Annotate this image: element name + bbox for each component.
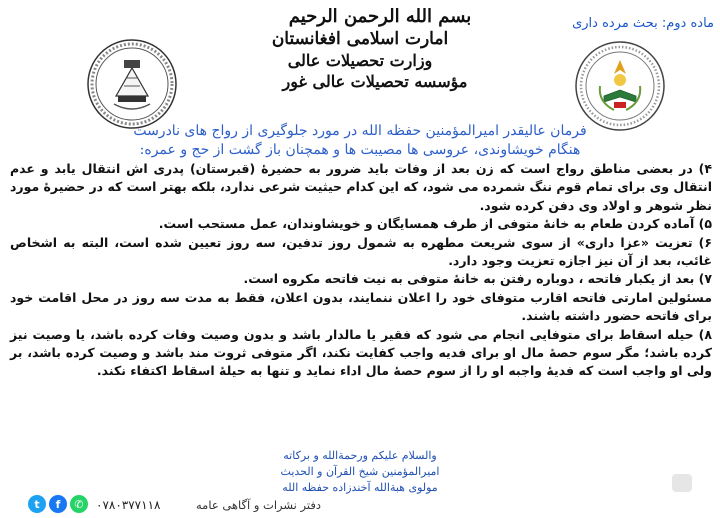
ministry-name: وزارت تحصیلات عالی <box>287 51 433 70</box>
basmala: بسم الله الرحمن الرحیم <box>288 6 472 27</box>
social-icons <box>28 495 88 513</box>
contact-phone: ۰۷۸۰۳۷۷۱۱۸ <box>96 498 161 512</box>
institute-name: مؤسسه تحصیلات عالی غور <box>282 72 468 91</box>
paragraph-5: ۵) آماده کردن طعام به خانهٔ متوفی از طرف همسایگان و خویشاوندان، عمل مستحب است. <box>158 216 712 232</box>
paragraph-6: ۶) تعزیت «عزا داری» از سوی شریعت مطهره به شمول روز تدفین، سه روز تعیین شده است، البته به اشخاص غائب، بعد از آن نیز اجازه تعزیت وجود دارد. <box>10 234 712 269</box>
letter-header <box>180 6 540 92</box>
twitter-icon[interactable]: t <box>28 495 46 513</box>
footer-bar <box>0 492 720 518</box>
signatory-title: امیرالمؤمنین شیخ القرآن و الحدیث <box>280 465 440 478</box>
decree-title-line-2: هنگام خویشاوندی، عروسی ها مصیبت ها و همچنان باز گشت از حج و عمره: <box>139 142 581 158</box>
paragraph-7-officials: مسئولین امارتی فاتحه اقارب متوفای خود را اعلان ننمایند، بدون اعلان، فقط به مدت سه روز در محل اقامت خود برای فاتحه حضور داشته باشند. <box>10 289 712 324</box>
decree-title-line-1: فرمان عالیقدر امیرالمؤمنین حفظه الله در مورد جلوگیری از رواج های نادرست <box>133 123 587 139</box>
article-label: ماده دوم: بحث مرده داری <box>572 16 714 31</box>
emirate-name: امارت اسلامی افغانستان <box>271 29 449 49</box>
whatsapp-icon[interactable]: ✆ <box>70 495 88 513</box>
decree-body <box>10 160 712 381</box>
closing-signature <box>160 448 560 496</box>
paragraph-4: ۴) در بعضی مناطق رواج است که زن بعد از وفات باید ضرور به حضیرهٔ (قبرستان) پدری اش انتقال یابد و عدم انتقال وی برای تمام قوم ننگ شمرده می شود، که این کدام حیثیت شرعی ندارد، بلکه بهتر است که در حضیرهٔ مورد نظر شوهر و اولاد وی دفن کرده شود. <box>10 161 712 213</box>
paragraph-8: ۸) حیله اسقاط برای متوفایی انجام می شود که فقیر یا مالدار باشد و بدون وصیت وفات کرده باشد، یا وصیت نیز کرده باشد؛ مگر سوم حصهٔ مال او برای فدیه واجب کفایت نکند، اگر متوفی ثروت مند باشد و وصیت کرده باشد، بر ولی او واجب است که فدیهٔ واجبه او را از سوم حصهٔ مال اداء نماید و تنها به حیلهٔ اسقاط اکتفاء نکند. <box>10 326 712 379</box>
decree-title <box>40 122 680 160</box>
page-corner-mark <box>672 474 692 492</box>
paragraph-7: ۷) بعد از یکبار فاتحه ، دوباره رفتن به خانهٔ متوفی به نیت فاتحه مکروه است. <box>243 271 712 287</box>
institute-seal-left <box>86 38 178 130</box>
facebook-icon[interactable]: f <box>49 495 67 513</box>
closing-greeting: والسلام علیکم ورحمةالله و برکاته <box>283 449 437 462</box>
ministry-seal-right <box>574 40 666 132</box>
publications-office: دفتر نشرات و آگاهی عامه <box>196 498 321 512</box>
signatory-name: مولوی هبةالله آخندزاده حفظه الله <box>282 481 438 494</box>
